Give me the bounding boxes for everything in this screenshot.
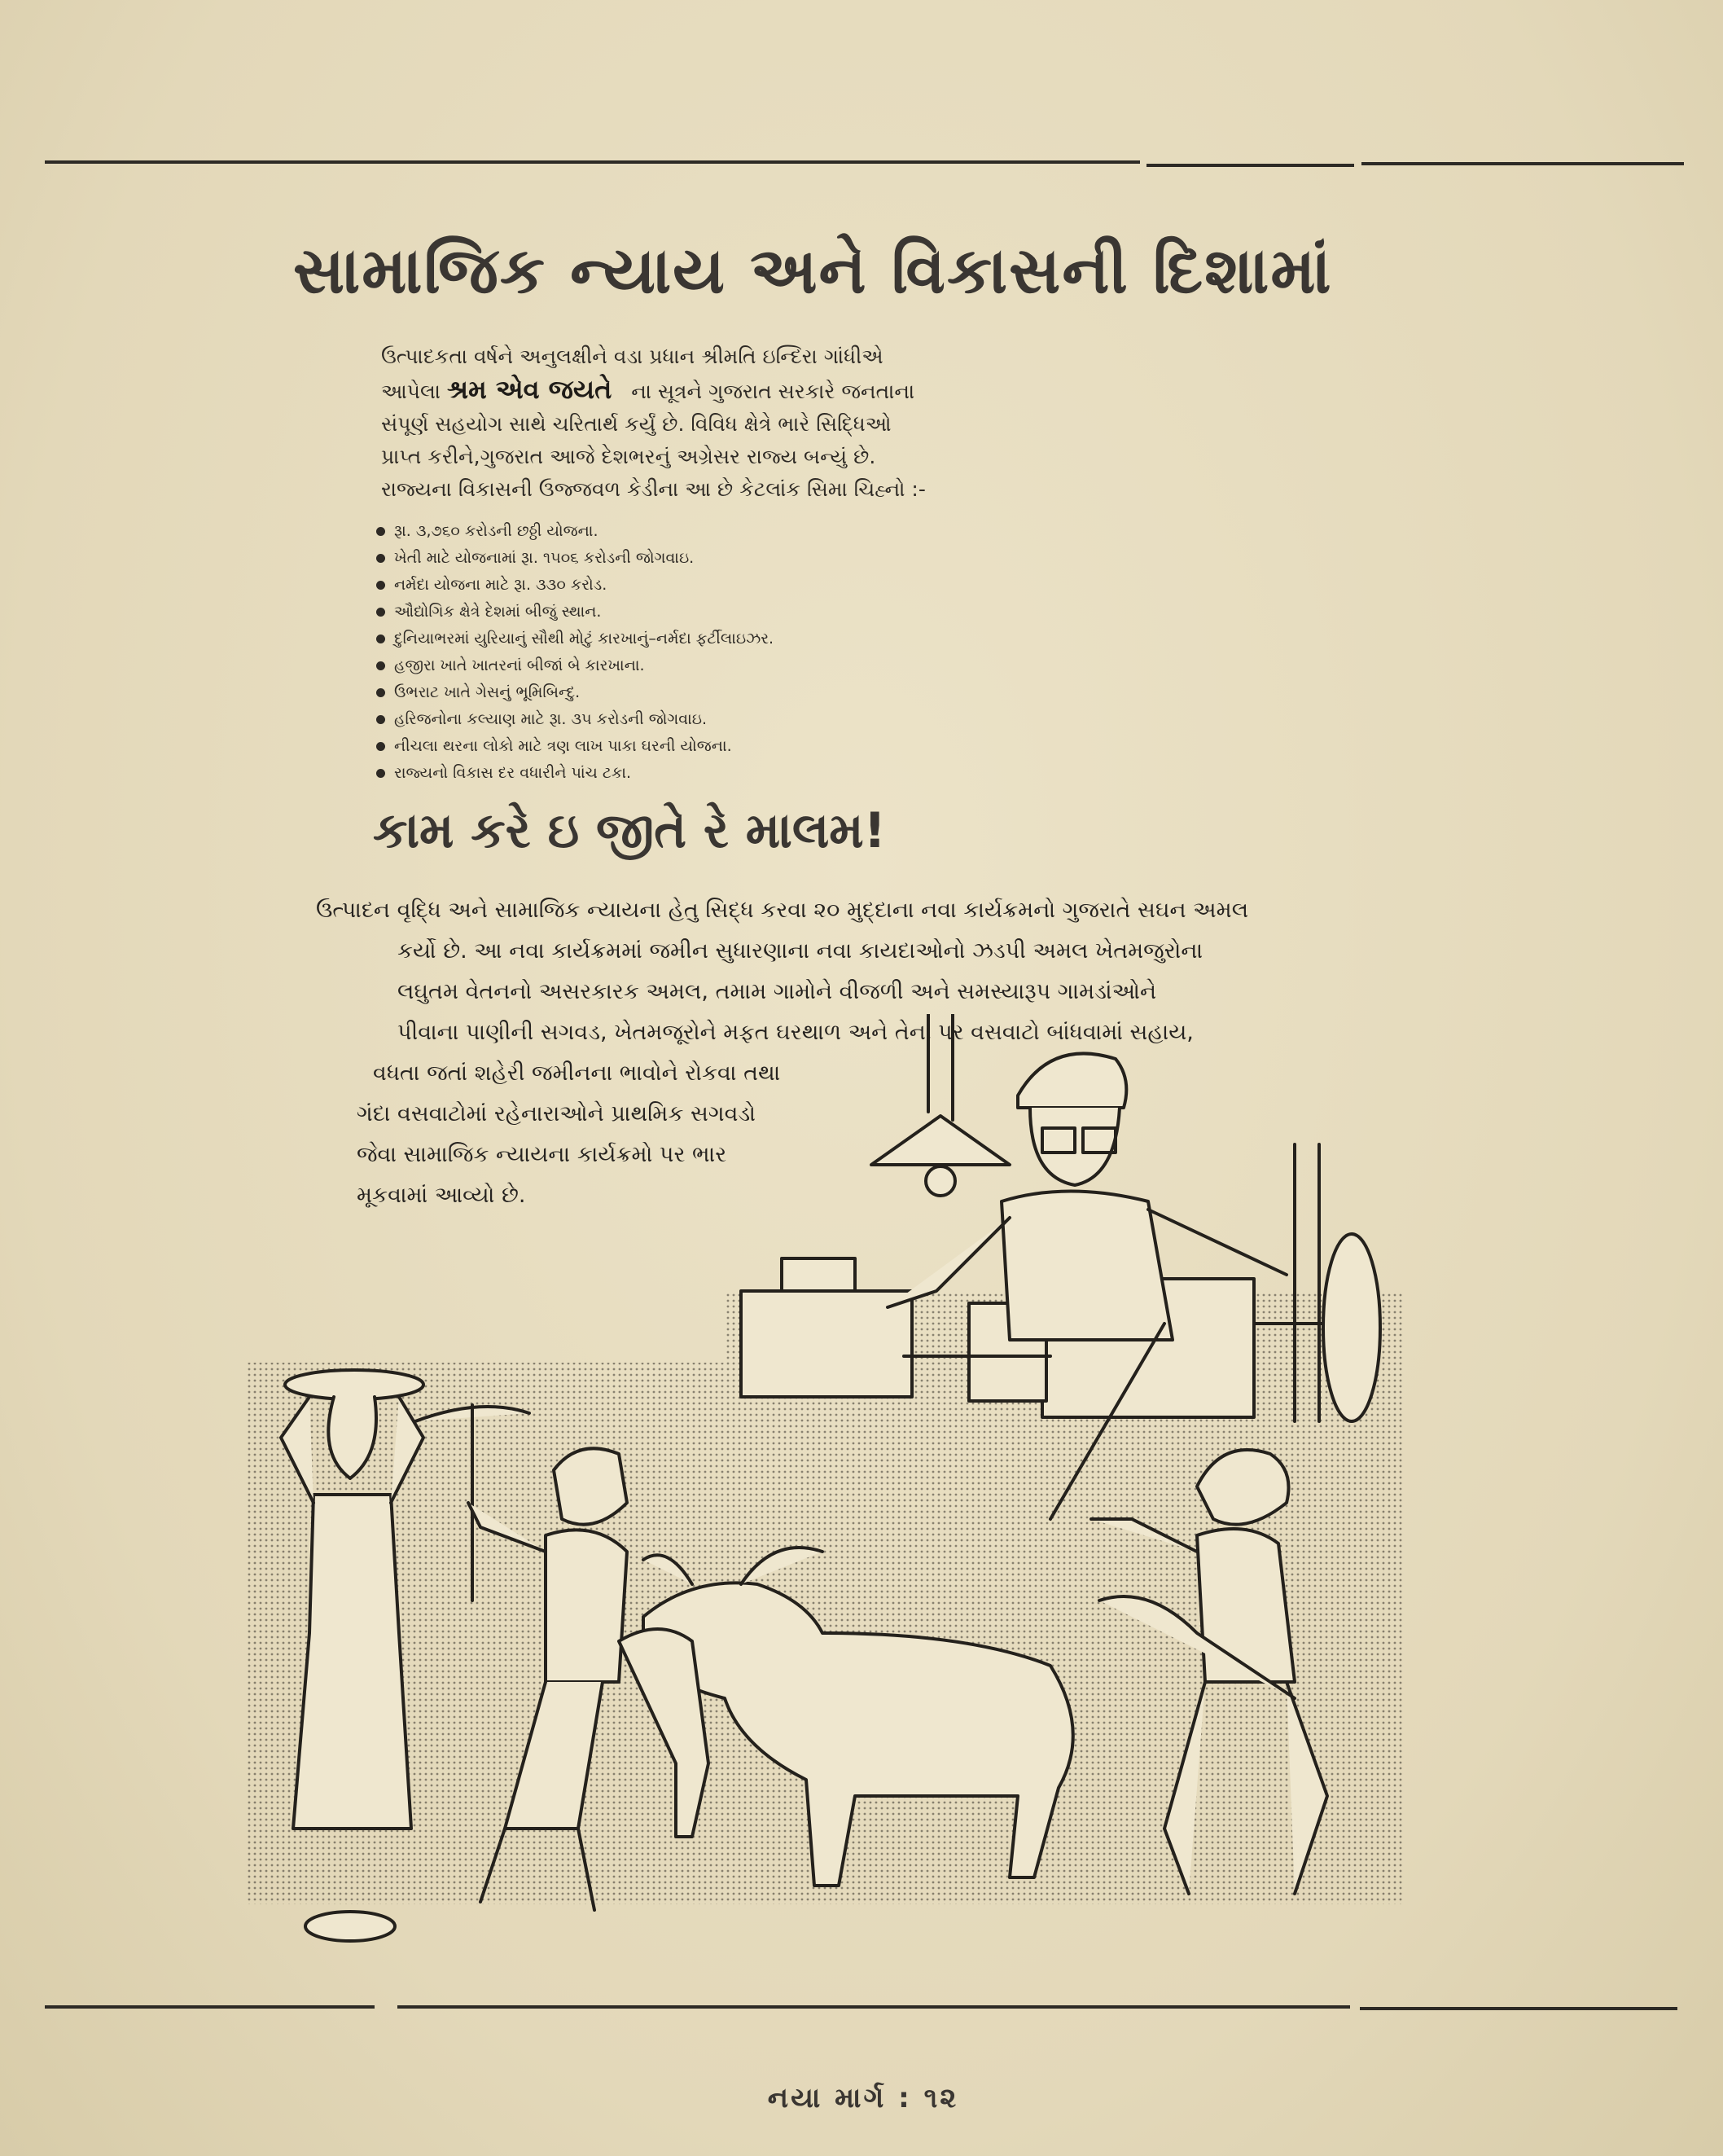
bullet-icon [376, 527, 385, 536]
paragraph-line: પીવાના પાણીની સગવડ, ખેતમજૂરોને મફત ઘરથાળ અને તેના પર વસવાટો બાંધવામાં સહાય, [397, 1020, 1194, 1045]
list-item [376, 518, 995, 545]
intro-line-3: સંપૂર્ણ સહયોગ સાથે ચરિતાર્થ કર્યું છે. વિવિધ ક્ષેત્રે ભારે સિદ્ધિઓ [381, 412, 892, 436]
intro-line-4: પ્રાપ્ત કરીને,ગુજરાત આજે દેશભરનું અગ્રેસર રાજ્ય બન્યું છે. [381, 445, 876, 468]
list-item [376, 760, 995, 787]
section-subtitle: કામ કરે ઇ જીતે રે માલમ! [373, 802, 886, 859]
list-item [376, 733, 995, 760]
paragraph-line: મૂકવામાં આવ્યો છે. [357, 1183, 526, 1208]
page-title: સામાજિક ન્યાય અને વિકાસની દિશામાં [293, 235, 1333, 308]
page-footer: નયા માર્ગ : ૧૨ [767, 2082, 959, 2114]
top-rule-middle [1146, 164, 1354, 167]
paragraph-line: કર્યો છે. આ નવા કાર્યક્રમમાં જમીન સુધારણાના નવા કાયદાઓનો ઝડપી અમલ ખેતમજુરોના [397, 938, 1203, 964]
list-item [376, 626, 995, 652]
top-rule-left [45, 160, 1140, 164]
workers-illustration [236, 1014, 1409, 1975]
list-item [376, 706, 995, 733]
bullet-icon [376, 635, 385, 643]
list-item [376, 679, 995, 706]
top-rule-right [1361, 162, 1684, 165]
list-item-text: ઔદ્યોગિક ક્ષેત્રે દેશમાં બીજું સ્થાન. [394, 603, 602, 621]
list-item-text: ખેતી માટે યોજનામાં રૂા. ૧૫૦૬ કરોડની જોગવાઇ. [394, 549, 695, 567]
list-item-text: નર્મદા યોજના માટે રૂા. ૩૩૦ કરોડ. [394, 576, 607, 594]
slogan-shram-eva-jayate: શ્રમ એવ જયતે [447, 374, 612, 405]
bullet-icon [376, 581, 385, 590]
list-item-text: હજીરા ખાતે ખાતરનાં બીજાં બે કારખાના. [394, 656, 645, 674]
bullet-icon [376, 688, 385, 697]
achievements-list [376, 518, 995, 787]
bullet-icon [376, 769, 385, 778]
list-item-text: દુનિયાભરમાં યુરિયાનું સૌથી મોટું કારખાનું–નર્મદા ફર્ટીલાઇઝર. [394, 630, 774, 648]
list-item [376, 599, 995, 626]
list-item-text: હરિજનોના કલ્યાણ માટે રૂા. ૩૫ કરોડની જોગવાઇ. [394, 710, 708, 728]
paragraph-line: ગંદા વસવાટોમાં રહેનારાઓને પ્રાથમિક સગવડો [357, 1101, 756, 1126]
intro-line-5: રાજ્યના વિકાસની ઉજ્જવળ કેડીના આ છે કેટલાંક સિમા ચિહ્નો :- [381, 477, 926, 501]
paragraph-line: વધતા જતાં શહેરી જમીનના ભાવોને રોકવા તથા [373, 1060, 781, 1086]
bullet-icon [376, 742, 385, 751]
list-item [376, 572, 995, 599]
intro-line-2 [381, 373, 1098, 408]
intro-line-2-rest: ના સૂત્રને ગુજરાત સરકારે જનતાના [631, 380, 915, 403]
bullet-icon [376, 715, 385, 724]
list-item [376, 545, 995, 572]
intro-text [381, 340, 1098, 506]
list-item-text: ઉભરાટ ખાતે ગેસનું ભૂમિબિન્દુ. [394, 683, 581, 701]
paragraph-line: જેવા સામાજિક ન્યાયના કાર્યક્રમો પર ભાર [357, 1142, 727, 1167]
paragraph-line: ઉત્પાદન વૃદ્ધિ અને સામાજિક ન્યાયના હેતુ સિદ્ધ કરવા ૨૦ મુદ્દાના નવા કાર્યક્રમનો ગુજરાતે સઘન અમલ [316, 898, 1249, 923]
list-item [376, 652, 995, 679]
paragraph-line: લઘુતમ વેતનનો અસરકારક અમલ, તમામ ગામોને વીજળી અને સમસ્યારૂપ ગામડાંઓને [397, 979, 1157, 1004]
bottom-rule-middle [397, 2005, 1350, 2009]
bullet-icon [376, 554, 385, 563]
bottom-rule-right [1360, 2007, 1677, 2010]
bullet-icon [376, 661, 385, 670]
intro-lead-word: આપેલા [381, 380, 441, 403]
bottom-rule-left [45, 2005, 375, 2009]
bullet-icon [376, 608, 385, 617]
hanging-lamp [871, 1014, 1010, 1196]
intro-line-1: ઉત્પાદકતા વર્ષને અનુલક્ષીને વડા પ્રધાન શ્રીમતિ ઇન્દિરા ગાંધીએ [381, 345, 883, 368]
list-item-text: રાજ્યનો વિકાસ દર વધારીને પાંચ ટકા. [394, 764, 632, 782]
list-item-text: નીચલા થરના લોકો માટે ત્રણ લાખ પાકા ઘરની યોજના. [394, 737, 732, 755]
list-item-text: રૂા. ૩,૭૬૦ કરોડની છઠ્ઠી યોજના. [394, 522, 598, 540]
